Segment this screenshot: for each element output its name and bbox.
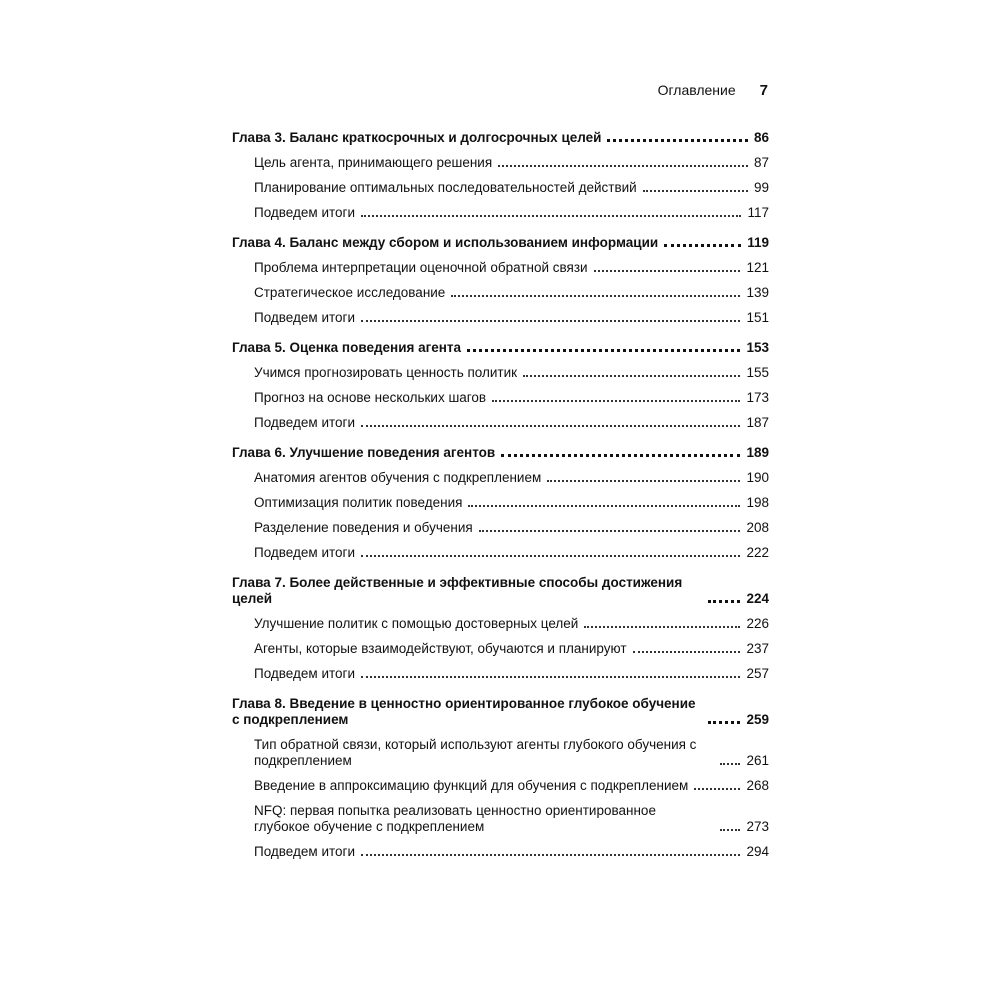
dot-leader (501, 454, 740, 457)
section-entry[interactable] (232, 365, 769, 381)
dot-leader (479, 530, 741, 532)
section-title: Подведем итоги (254, 310, 355, 325)
dot-leader (633, 651, 741, 653)
chapter-block (232, 340, 769, 431)
chapter-block (232, 235, 769, 326)
section-page: 208 (746, 520, 769, 535)
section-entry[interactable] (232, 666, 769, 682)
section-title: Проблема интерпретации оценочной обратной связи (254, 260, 588, 275)
dot-leader (467, 349, 740, 352)
section-page: 273 (746, 819, 769, 834)
section-page: 268 (746, 778, 769, 793)
section-page: 261 (746, 753, 769, 768)
chapter-title: Глава 8. Введение в ценностно ориентированное глубокое обучение с подкреплением (232, 696, 696, 727)
chapter-entry[interactable] (232, 235, 769, 251)
dot-leader (361, 425, 740, 427)
section-entry[interactable] (232, 495, 769, 511)
dot-leader (492, 400, 740, 402)
dot-leader (498, 165, 748, 167)
chapter-block (232, 445, 769, 561)
section-page: 222 (746, 545, 769, 560)
header-page-number: 7 (759, 82, 768, 99)
section-title: Подведем итоги (254, 545, 355, 560)
section-page: 198 (746, 495, 769, 510)
chapter-page: 189 (746, 445, 769, 460)
chapter-page: 259 (746, 712, 769, 727)
section-entry[interactable] (232, 520, 769, 536)
header-title: Оглавление (657, 82, 736, 98)
dot-leader (361, 854, 740, 856)
chapter-entry[interactable] (232, 130, 769, 146)
chapter-page: 224 (746, 591, 769, 606)
section-title: Введение в аппроксимацию функций для обучения с подкреплением (254, 778, 689, 793)
section-page: 187 (746, 415, 769, 430)
section-entry[interactable] (232, 844, 769, 860)
section-title: Подведем итоги (254, 205, 355, 220)
section-page: 117 (747, 205, 769, 220)
chapter-page: 119 (747, 235, 769, 250)
section-entry[interactable] (232, 545, 769, 561)
section-title: Подведем итоги (254, 415, 355, 430)
section-title: Разделение поведения и обучения (254, 520, 473, 535)
section-page: 237 (746, 641, 769, 656)
table-of-contents (232, 130, 769, 874)
section-entry[interactable] (232, 641, 769, 657)
chapter-entry[interactable] (232, 575, 769, 607)
chapter-block (232, 696, 769, 860)
section-title: Планирование оптимальных последовательностей действий (254, 180, 637, 195)
section-title: Стратегическое исследование (254, 285, 446, 300)
section-title: Прогноз на основе нескольких шагов (254, 390, 487, 405)
section-entry[interactable] (232, 778, 769, 794)
dot-leader (720, 763, 740, 765)
dot-leader (584, 626, 740, 628)
chapter-block (232, 575, 769, 682)
dot-leader (594, 270, 741, 272)
chapter-title: Глава 7. Более действенные и эффективные способы достижения целей (232, 575, 683, 606)
chapter-title: Глава 6. Улучшение поведения агентов (232, 445, 496, 460)
section-page: 257 (746, 666, 769, 681)
section-title: Учимся прогнозировать ценность политик (254, 365, 518, 380)
section-entry[interactable] (232, 155, 769, 171)
chapter-entry[interactable] (232, 445, 769, 461)
dot-leader (361, 555, 740, 557)
section-title: Цель агента, принимающего решения (254, 155, 493, 170)
section-title: Подведем итоги (254, 844, 355, 859)
section-title: Тип обратной связи, который используют агенты глубокого обучения с подкреплением (254, 737, 697, 768)
section-page: 226 (746, 616, 769, 631)
dot-leader (643, 190, 748, 192)
chapter-page: 153 (746, 340, 769, 355)
section-entry[interactable] (232, 737, 769, 769)
section-page: 173 (746, 390, 769, 405)
chapter-page: 86 (753, 130, 769, 145)
section-entry[interactable] (232, 390, 769, 406)
section-page: 139 (746, 285, 769, 300)
chapter-title: Глава 3. Баланс краткосрочных и долгосрочных целей (232, 130, 602, 145)
dot-leader (664, 244, 741, 247)
section-entry[interactable] (232, 180, 769, 196)
section-entry[interactable] (232, 415, 769, 431)
dot-leader (720, 829, 740, 831)
chapter-title: Глава 5. Оценка поведения агента (232, 340, 462, 355)
section-page: 155 (746, 365, 769, 380)
section-page: 99 (753, 180, 769, 195)
section-title: Подведем итоги (254, 666, 355, 681)
dot-leader (361, 676, 740, 678)
dot-leader (694, 788, 740, 790)
dot-leader (468, 505, 740, 507)
section-title: NFQ: первая попытка реализовать ценностно ориентированное глубокое обучение с подкреплением (254, 803, 656, 834)
section-page: 87 (753, 155, 769, 170)
section-page: 190 (746, 470, 769, 485)
section-page: 121 (746, 260, 769, 275)
dot-leader (451, 295, 740, 297)
chapter-entry[interactable] (232, 696, 769, 728)
chapter-entry[interactable] (232, 340, 769, 356)
section-page: 294 (746, 844, 769, 859)
dot-leader (708, 600, 740, 603)
dot-leader (523, 375, 740, 377)
section-page: 151 (746, 310, 769, 325)
section-title: Оптимизация политик поведения (254, 495, 463, 510)
section-title: Анатомия агентов обучения с подкреплением (254, 470, 542, 485)
section-title: Агенты, которые взаимодействуют, обучаются и планируют (254, 641, 627, 656)
section-entry[interactable] (232, 260, 769, 276)
dot-leader (607, 139, 748, 142)
section-entry[interactable] (232, 803, 769, 835)
dot-leader (361, 320, 740, 322)
dot-leader (708, 721, 740, 724)
running-header (0, 82, 768, 99)
chapter-title: Глава 4. Баланс между сбором и использованием информации (232, 235, 659, 250)
section-entry[interactable] (232, 205, 769, 221)
dot-leader (547, 480, 740, 482)
section-entry[interactable] (232, 470, 769, 486)
chapter-block (232, 130, 769, 221)
dot-leader (361, 215, 741, 217)
section-entry[interactable] (232, 310, 769, 326)
section-title: Улучшение политик с помощью достоверных целей (254, 616, 579, 631)
section-entry[interactable] (232, 285, 769, 301)
section-entry[interactable] (232, 616, 769, 632)
